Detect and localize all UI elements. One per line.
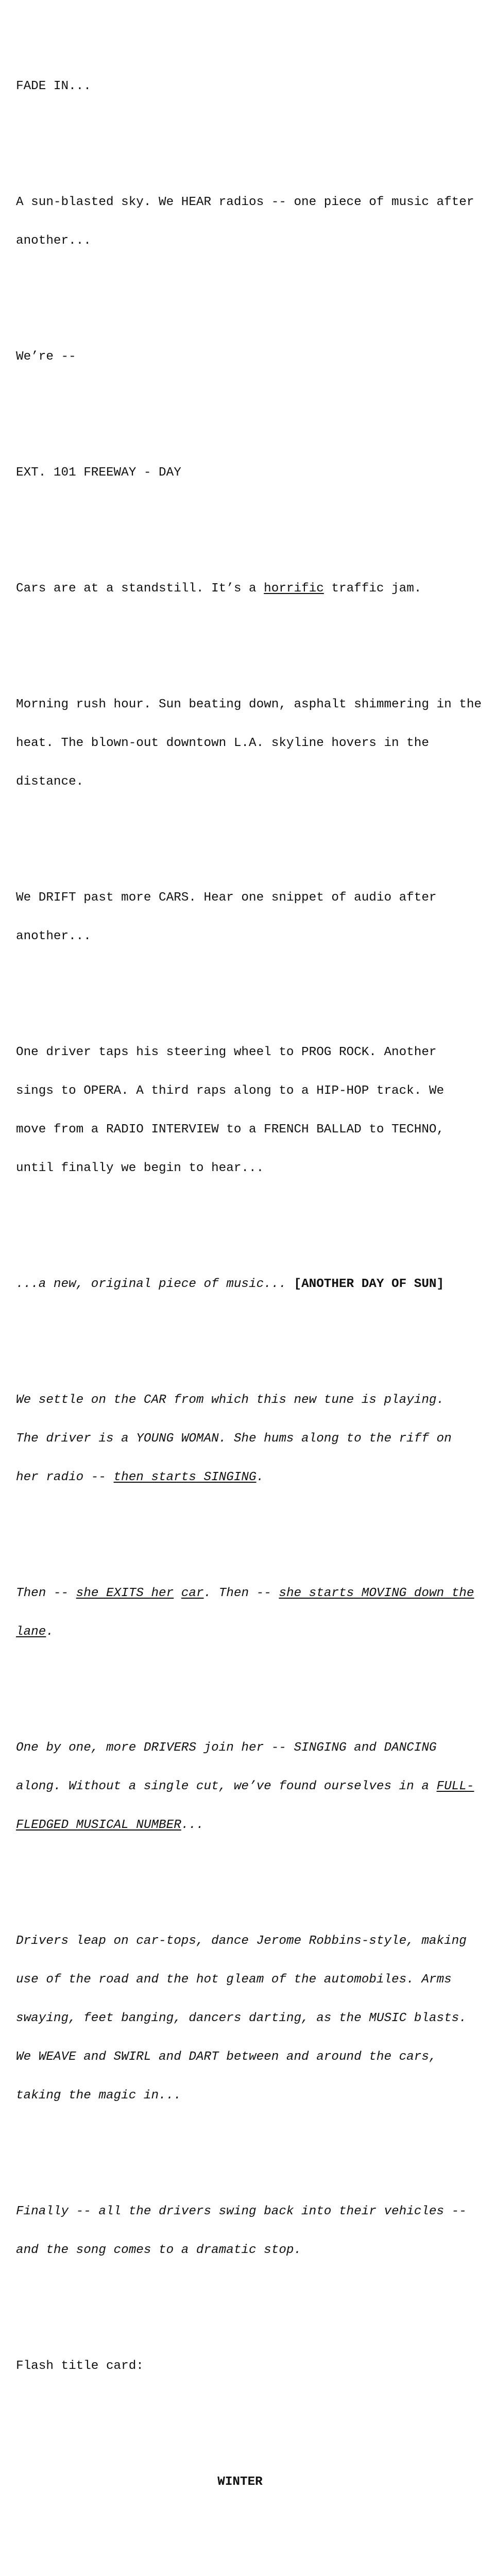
text-line: Flash title card:: [16, 2359, 144, 2373]
text-line: We settle on the CAR from which this new tune is playing.: [16, 1393, 445, 1407]
text-line: The driver is a YOUNG WOMAN. She hums along to the riff on: [16, 1432, 452, 1446]
text-line: [16, 1819, 490, 1832]
text-line: move from a RADIO INTERVIEW to a FRENCH BALLAD to TECHNO,: [16, 1123, 445, 1137]
text-line: another...: [16, 929, 91, 943]
text-run: Then --: [16, 1586, 76, 1600]
text-line: One by one, more DRIVERS join her -- SINGING and DANCING: [16, 1741, 437, 1755]
text-run: .: [46, 1625, 54, 1639]
song-cue-paragraph: [16, 1252, 490, 1316]
screenplay-page: [16, 15, 490, 2576]
transition-fade-in: [16, 54, 490, 118]
text-line: [16, 582, 490, 595]
text-line: Drivers leap on car-tops, dance Jerome Robbins-style, making: [16, 1934, 467, 1948]
text-line: distance.: [16, 775, 84, 789]
text-line: [16, 1587, 490, 1600]
song-action-paragraph: [16, 1716, 490, 1857]
text-run: Cars are at a standstill. It’s a: [16, 582, 264, 596]
text-line: [16, 1780, 490, 1793]
text-line: swaying, feet banging, dancers darting, as the MUSIC blasts.: [16, 2011, 467, 2025]
text-line: [16, 1471, 490, 1484]
action-paragraph: [16, 672, 490, 814]
text-line: heat. The blown-out downtown L.A. skyline hovers in the: [16, 736, 429, 750]
action-paragraph: [16, 170, 490, 273]
text-line: [16, 1278, 490, 1291]
action-paragraph: [16, 866, 490, 969]
text-run: .: [256, 1470, 264, 1484]
song-title: [ANOTHER DAY OF SUN]: [294, 1277, 445, 1291]
underlined-text: FLEDGED MUSICAL NUMBER: [16, 1818, 181, 1832]
song-action-paragraph: [16, 1561, 490, 1664]
action-paragraph: [16, 1020, 490, 1200]
underlined-text: she EXITS her: [76, 1586, 174, 1600]
text-run: traffic jam.: [323, 582, 422, 596]
text-line: sings to OPERA. A third raps along to a HIP-HOP track. We: [16, 1084, 445, 1098]
text-line: EXT. 101 FREEWAY - DAY: [16, 466, 181, 480]
text-run: along. Without a single cut, we’ve found ourselves in a: [16, 1780, 437, 1793]
song-action-paragraph: [16, 2179, 490, 2282]
action-paragraph: [16, 325, 490, 389]
underlined-text: FULL-: [436, 1780, 474, 1793]
text-line: taking the magic in...: [16, 2089, 181, 2103]
text-line: We WEAVE and SWIRL and DART between and around the cars,: [16, 2050, 437, 2064]
underlined-text: horrific: [264, 582, 324, 596]
title-card-text: WINTER: [217, 2475, 263, 2489]
text-line: Morning rush hour. Sun beating down, asphalt shimmering in the: [16, 698, 482, 711]
underlined-text: lane: [16, 1625, 46, 1639]
title-card: [16, 2450, 490, 2514]
text-line: A sun-blasted sky. We HEAR radios -- one piece of music after: [16, 195, 474, 209]
text-line: and the song comes to a dramatic stop.: [16, 2243, 302, 2257]
underlined-text: car: [181, 1586, 204, 1600]
text-run: her radio --: [16, 1470, 114, 1484]
underlined-text: then starts SINGING: [113, 1470, 257, 1484]
text-run: . Then --: [203, 1586, 279, 1600]
underlined-text: she starts MOVING down the: [279, 1586, 474, 1600]
text-line: until finally we begin to hear...: [16, 1161, 264, 1175]
text-line: We’re --: [16, 350, 76, 364]
song-action-paragraph: [16, 1909, 490, 2128]
text-run: [174, 1586, 181, 1600]
action-paragraph: [16, 2334, 490, 2398]
scene-heading: [16, 440, 490, 505]
text-run: ...: [181, 1818, 204, 1832]
action-paragraph: [16, 2566, 490, 2576]
text-line: One driver taps his steering wheel to PROG ROCK. Another: [16, 1045, 437, 1059]
italic-text: ...a new, original piece of music...: [16, 1277, 294, 1291]
text-line: [16, 1625, 490, 1638]
text-line: We DRIFT past more CARS. Hear one snippet of audio after: [16, 891, 437, 905]
text-line: use of the road and the hot gleam of the automobiles. Arms: [16, 1973, 452, 1987]
song-action-paragraph: [16, 1368, 490, 1510]
text-line: FADE IN...: [16, 79, 91, 93]
action-paragraph: [16, 556, 490, 621]
text-line: another...: [16, 234, 91, 248]
text-line: Finally -- all the drivers swing back into their vehicles --: [16, 2205, 467, 2218]
